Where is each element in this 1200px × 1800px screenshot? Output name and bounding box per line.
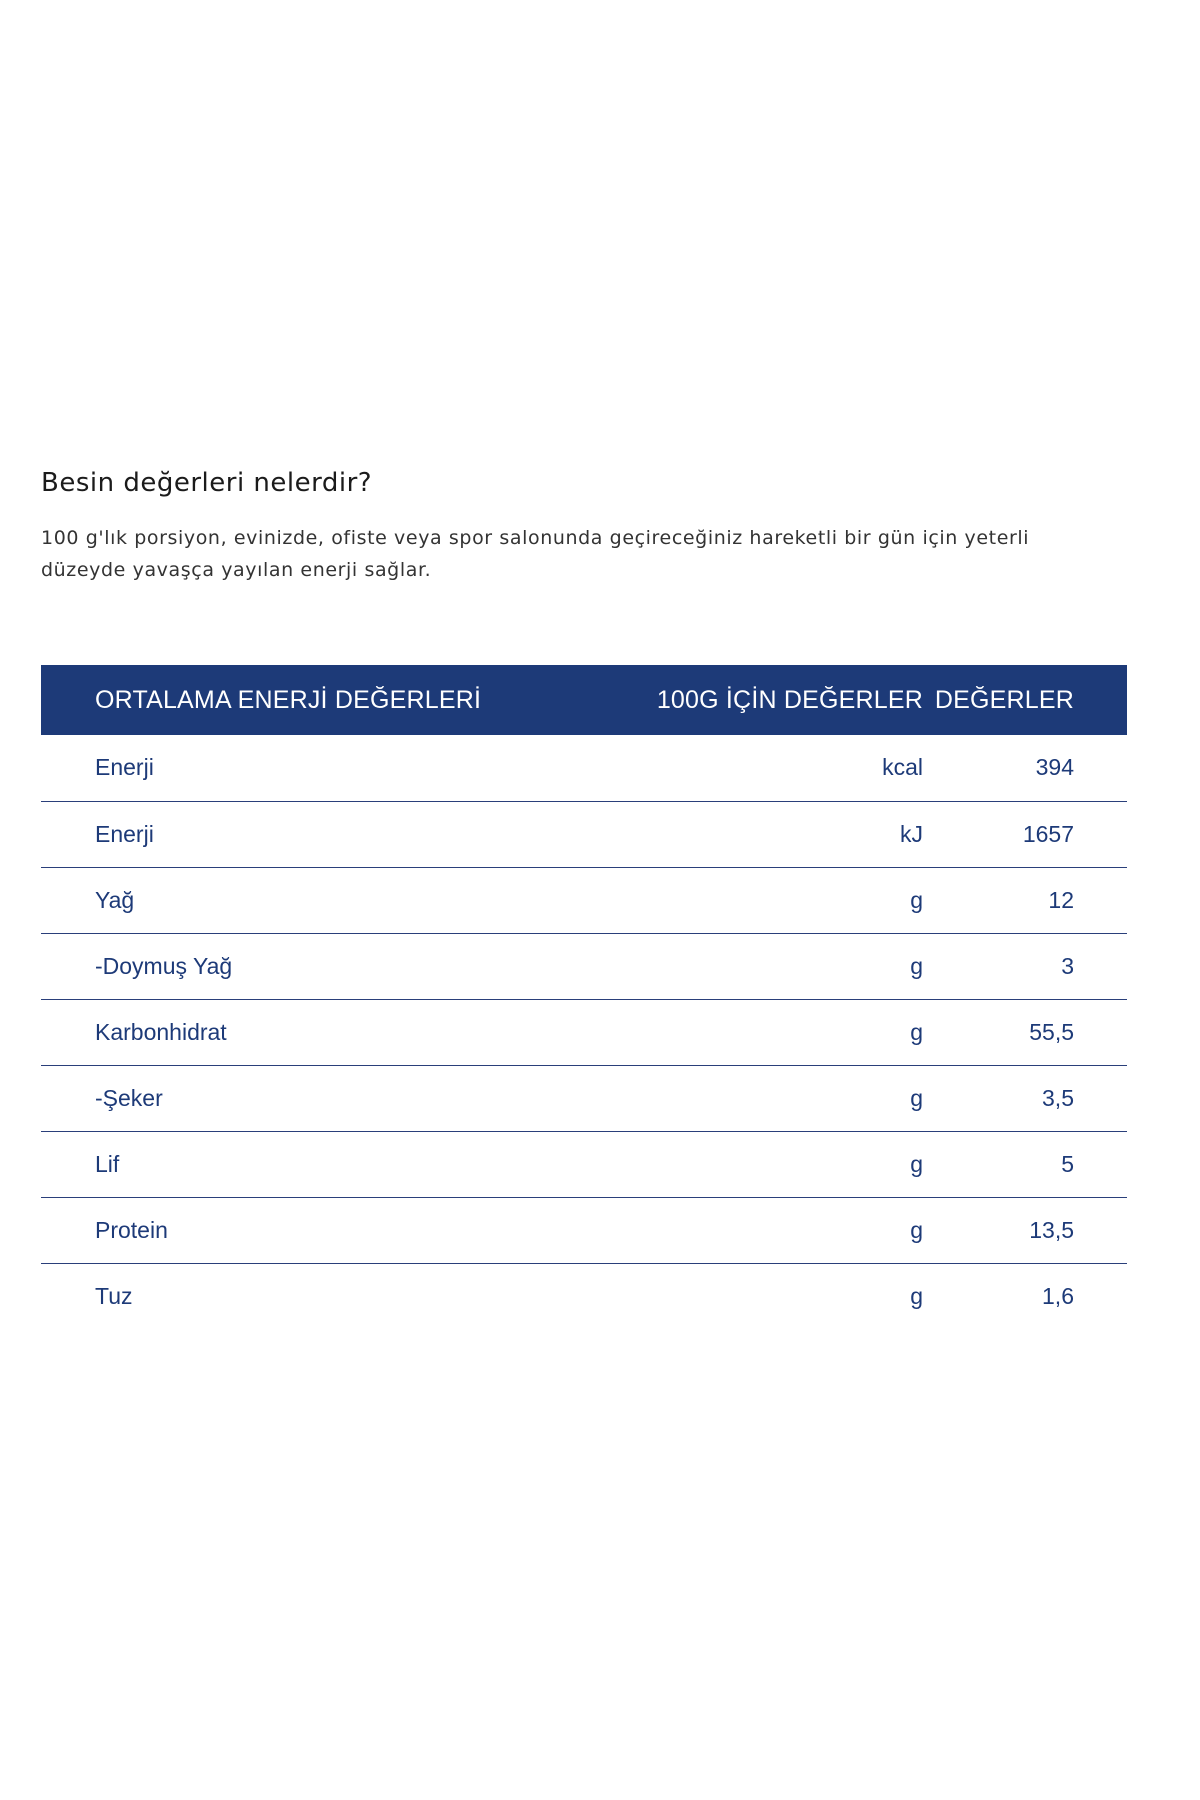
nutrient-value: 1,6 bbox=[923, 1263, 1127, 1329]
nutrition-table bbox=[41, 665, 1127, 1329]
table-body bbox=[41, 735, 1127, 1329]
nutrition-info-section bbox=[41, 466, 1127, 586]
table-row bbox=[41, 933, 1127, 999]
nutrient-name: -Şeker bbox=[41, 1065, 591, 1131]
nutrient-unit: g bbox=[591, 933, 923, 999]
nutrient-value: 5 bbox=[923, 1131, 1127, 1197]
table-row bbox=[41, 1197, 1127, 1263]
header-energy-values: ORTALAMA ENERJİ DEĞERLERİ bbox=[95, 685, 482, 714]
nutrient-name: Karbonhidrat bbox=[41, 999, 591, 1065]
table-row bbox=[41, 1065, 1127, 1131]
table-row bbox=[41, 1131, 1127, 1197]
nutrient-unit: g bbox=[591, 867, 923, 933]
nutrient-unit: kcal bbox=[882, 754, 923, 781]
table-row bbox=[41, 999, 1127, 1065]
nutrient-value: 394 bbox=[1035, 754, 1074, 781]
nutrient-unit: g bbox=[591, 1263, 923, 1329]
nutrient-unit: g bbox=[591, 1065, 923, 1131]
table-row bbox=[41, 801, 1127, 867]
nutrient-value: 1657 bbox=[923, 801, 1127, 867]
nutrient-value: 13,5 bbox=[923, 1197, 1127, 1263]
nutrient-value: 3 bbox=[923, 933, 1127, 999]
nutrient-unit: g bbox=[591, 1131, 923, 1197]
table-row bbox=[41, 867, 1127, 933]
nutrient-value: 55,5 bbox=[923, 999, 1127, 1065]
nutrient-name: Yağ bbox=[41, 867, 591, 933]
nutrient-name: Protein bbox=[41, 1197, 591, 1263]
nutrient-unit: kJ bbox=[591, 801, 923, 867]
nutrient-unit: g bbox=[591, 999, 923, 1065]
section-description: 100 g'lık porsiyon, evinizde, ofiste veya spor salonunda geçireceğiniz hareketli bir gün için yeterli düzeyde yavaşça yayılan enerji sağlar. bbox=[41, 527, 1030, 581]
nutrient-name: Enerji bbox=[95, 754, 154, 781]
nutrient-name: Lif bbox=[41, 1131, 591, 1197]
nutrient-value: 3,5 bbox=[923, 1065, 1127, 1131]
table-row bbox=[41, 735, 1127, 801]
section-heading: Besin değerleri nelerdir? bbox=[41, 468, 373, 498]
table-row bbox=[41, 1263, 1127, 1329]
nutrient-name: Enerji bbox=[41, 801, 591, 867]
nutrient-name: Tuz bbox=[41, 1263, 591, 1329]
nutrient-value: 12 bbox=[923, 867, 1127, 933]
table-header-row bbox=[41, 665, 1127, 735]
header-values: DEĞERLER bbox=[934, 685, 1074, 714]
header-per-100g: 100G İÇİN DEĞERLER bbox=[656, 685, 923, 714]
nutrient-name: -Doymuş Yağ bbox=[41, 933, 591, 999]
table-header bbox=[41, 665, 1127, 735]
nutrient-unit: g bbox=[591, 1197, 923, 1263]
